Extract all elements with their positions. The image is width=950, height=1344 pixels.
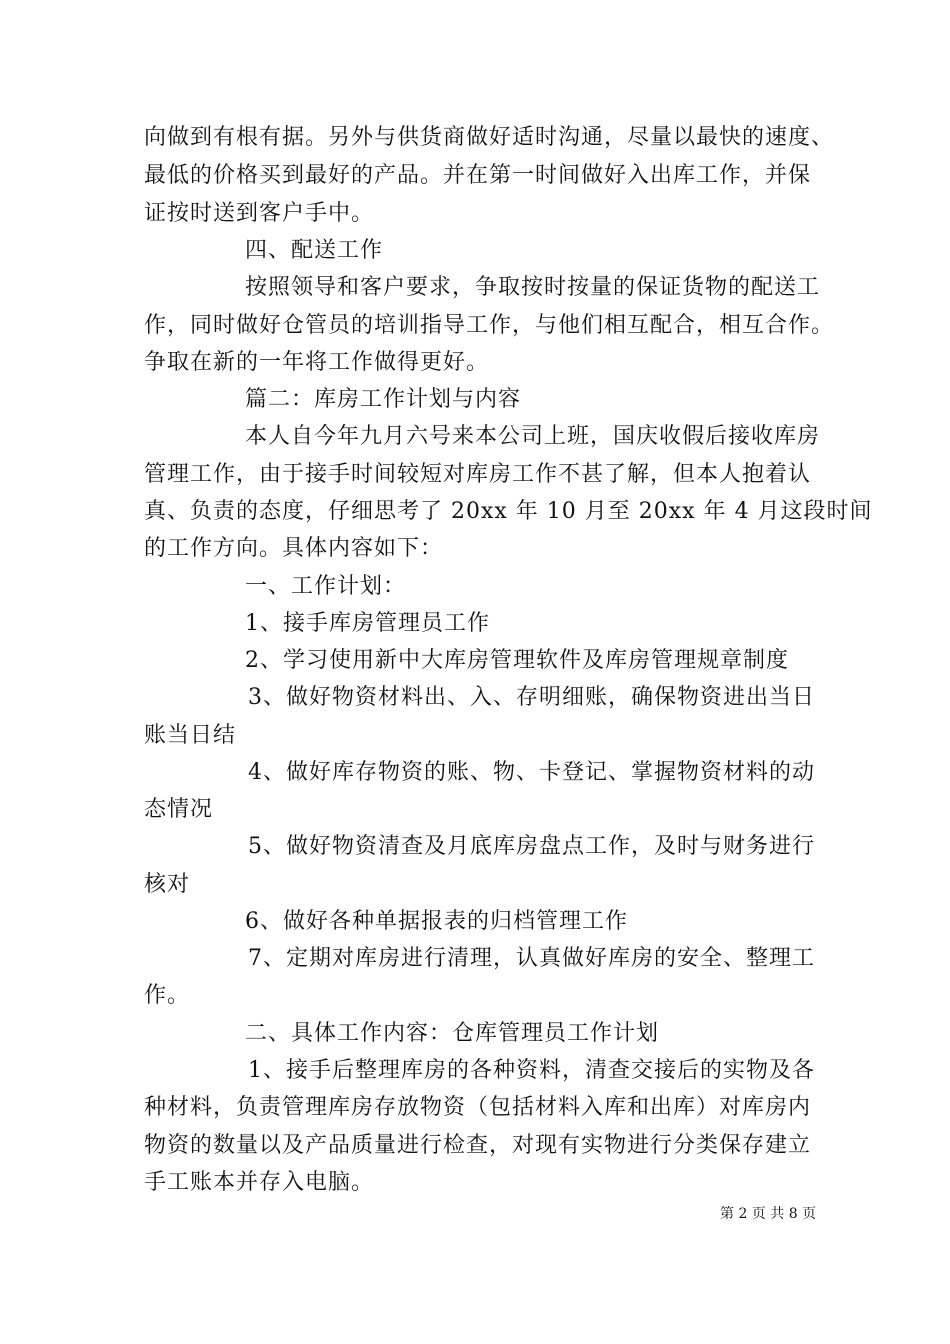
paragraph-line-2: 最低的价格买到最好的产品。并在第一时间做好入出库工作，并保 [144,163,812,188]
chapter-title: 篇二：库房工作计划与内容 [245,387,522,412]
paragraph-line-29: 手工账本并存入电脑。 [144,1170,375,1195]
paragraph-line-10: 管理工作，由于接手时间较短对库房工作不甚了解，但本人抱着认 [144,462,812,487]
list-item-4: 4、做好库存物资的账、物、卡登记、掌握物资材料的动 [248,760,815,785]
list-item-3: 3、做好物资材料出、入、存明细账，确保物资进出当日 [248,685,815,710]
list-item-7-continuation: 作。 [144,983,191,1008]
list-item-3-continuation: 账当日结 [144,723,237,748]
list-item-4-continuation: 态情况 [144,797,214,822]
paragraph-line-28: 物资的数量以及产品质量进行检查，对现有实物进行分类保存建立 [144,1133,812,1158]
paragraph-line-6: 作，同时做好仓管员的培训指导工作，与他们相互配合，相互合作。 [144,313,835,338]
list-item-2: 2、学习使用新中大库房管理软件及库房管理规章制度 [245,648,789,673]
paragraph-line-26: 1、接手后整理库房的各种资料，清查交接后的实物及各 [248,1058,815,1083]
paragraph-line-9: 本人自今年九月六号来本公司上班，国庆收假后接收库房 [245,424,821,449]
paragraph-line-12: 的工作方向。具体内容如下： [144,536,444,561]
list-item-7: 7、定期对库房进行清理，认真做好库房的安全、整理工 [248,946,815,971]
paragraph-line-3: 证按时送到客户手中。 [144,201,375,226]
section-heading-specific-content: 二、具体工作内容：仓库管理员工作计划 [245,1021,660,1046]
paragraph-line-11: 真、负责的态度，仔细思考了 20xx 年 10 月至 20xx 年 4 月这段时间 [144,499,873,524]
page-number-footer: 第 2 页 共 8 页 [720,1206,817,1222]
list-item-5: 5、做好物资清查及月底库房盘点工作，及时与财务进行 [248,834,815,859]
paragraph-line-1: 向做到有根有据。另外与供货商做好适时沟通，尽量以最快的速度、 [144,125,835,150]
list-item-5-continuation: 核对 [144,872,191,897]
section-heading-work-plan: 一、工作计划： [245,574,407,599]
section-heading-delivery: 四、配送工作 [245,238,384,263]
paragraph-line-7: 争取在新的一年将工作做得更好。 [144,350,490,375]
paragraph-line-5: 按照领导和客户要求，争取按时按量的保证货物的配送工 [245,275,821,300]
list-item-6: 6、做好各种单据报表的归档管理工作 [245,909,628,934]
paragraph-line-27: 种材料，负责管理库房存放物资（包括材料入库和出库）对库房内 [144,1095,812,1120]
list-item-1: 1、接手库房管理员工作 [245,611,490,636]
